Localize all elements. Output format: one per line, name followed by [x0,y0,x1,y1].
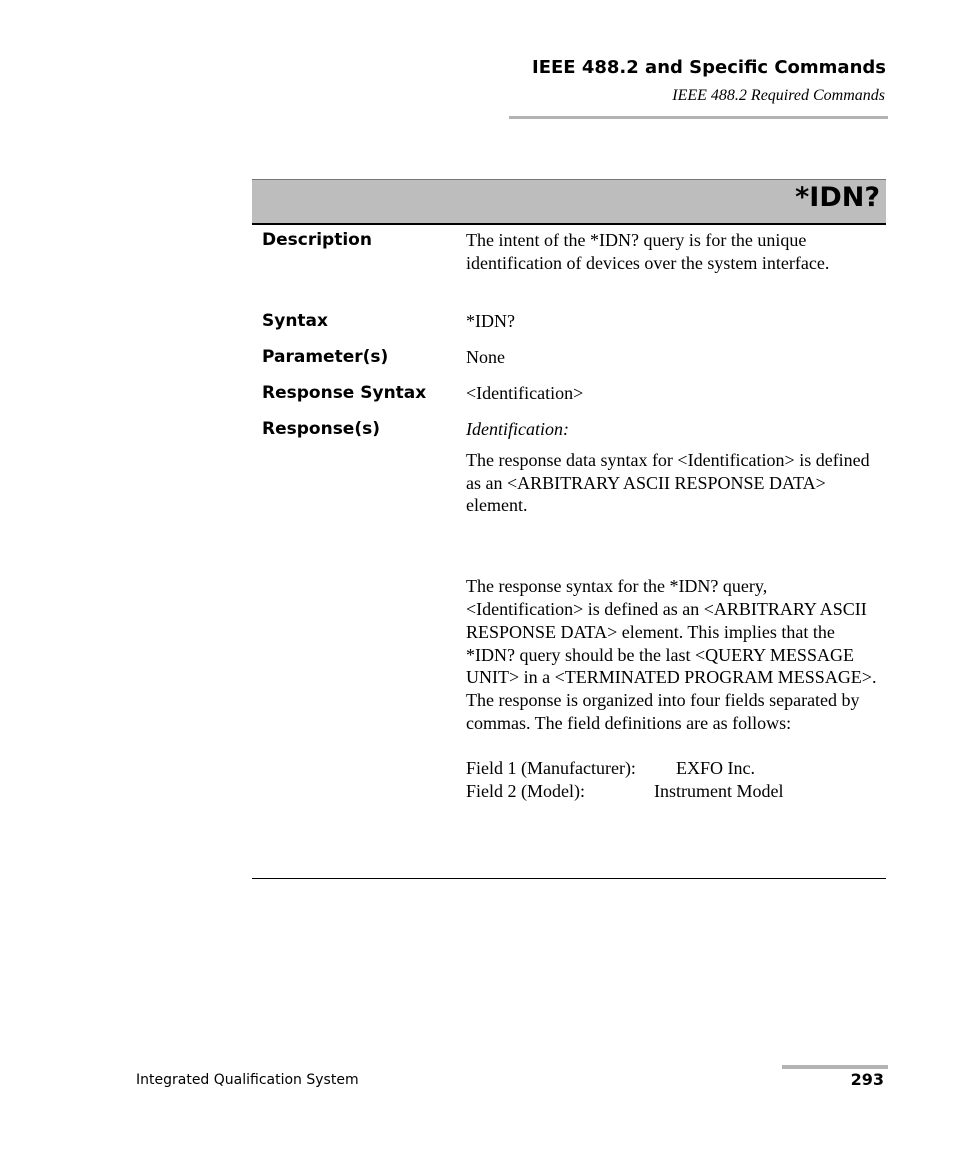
footer-product-name: Integrated Qualification System [136,1072,359,1088]
command-name: *IDN? [795,182,880,213]
syntax-label: Syntax [262,311,328,331]
response-para-2: The response syntax for the *IDN? query, <Identification> is defined as an <ARBITRARY ASCII RESPONSE DATA> element. This implies that the *IDN? query should be the last <QUERY MESSAGE UNIT> in a <TERMINATED PROGRAM MESSAGE>. [466,576,877,688]
syntax-value: *IDN? [466,311,515,331]
description-text: The intent of the *IDN? query is for the unique identification of devices over the system interface. [466,230,830,273]
command-title-bar [252,179,886,225]
responses-label: Response(s) [262,419,380,439]
field-list [466,757,886,803]
page-number: 293 [850,1070,884,1089]
subsection-title: IEEE 488.2 Required Commands [672,87,885,104]
field-value: EXFO Inc. [676,757,755,778]
response-para-3: The response is organized into four fields separated by commas. The field definitions are as follows: [466,690,860,733]
response-para-1: The response data syntax for <Identification> is defined as an <ARBITRARY ASCII RESPONSE DATA> element. [466,449,870,516]
response-syntax-label: Response Syntax [262,383,427,403]
response-syntax-value: <Identification> [466,383,584,403]
field-label: Field 2 (Model): [466,780,585,801]
section-title: IEEE 488.2 and Specific Commands [532,57,886,78]
parameters-label: Parameter(s) [262,347,389,367]
response-name: Identification: [466,419,569,439]
field-value: Instrument Model [654,780,784,801]
field-label: Field 1 (Manufacturer): [466,757,636,778]
responses-block [466,418,886,802]
header-divider [509,116,888,119]
parameters-value: None [466,347,505,367]
field-row [466,780,886,803]
table-bottom-rule [252,878,886,879]
field-row [466,757,886,780]
description-label: Description [262,230,372,250]
footer-divider [782,1065,888,1069]
